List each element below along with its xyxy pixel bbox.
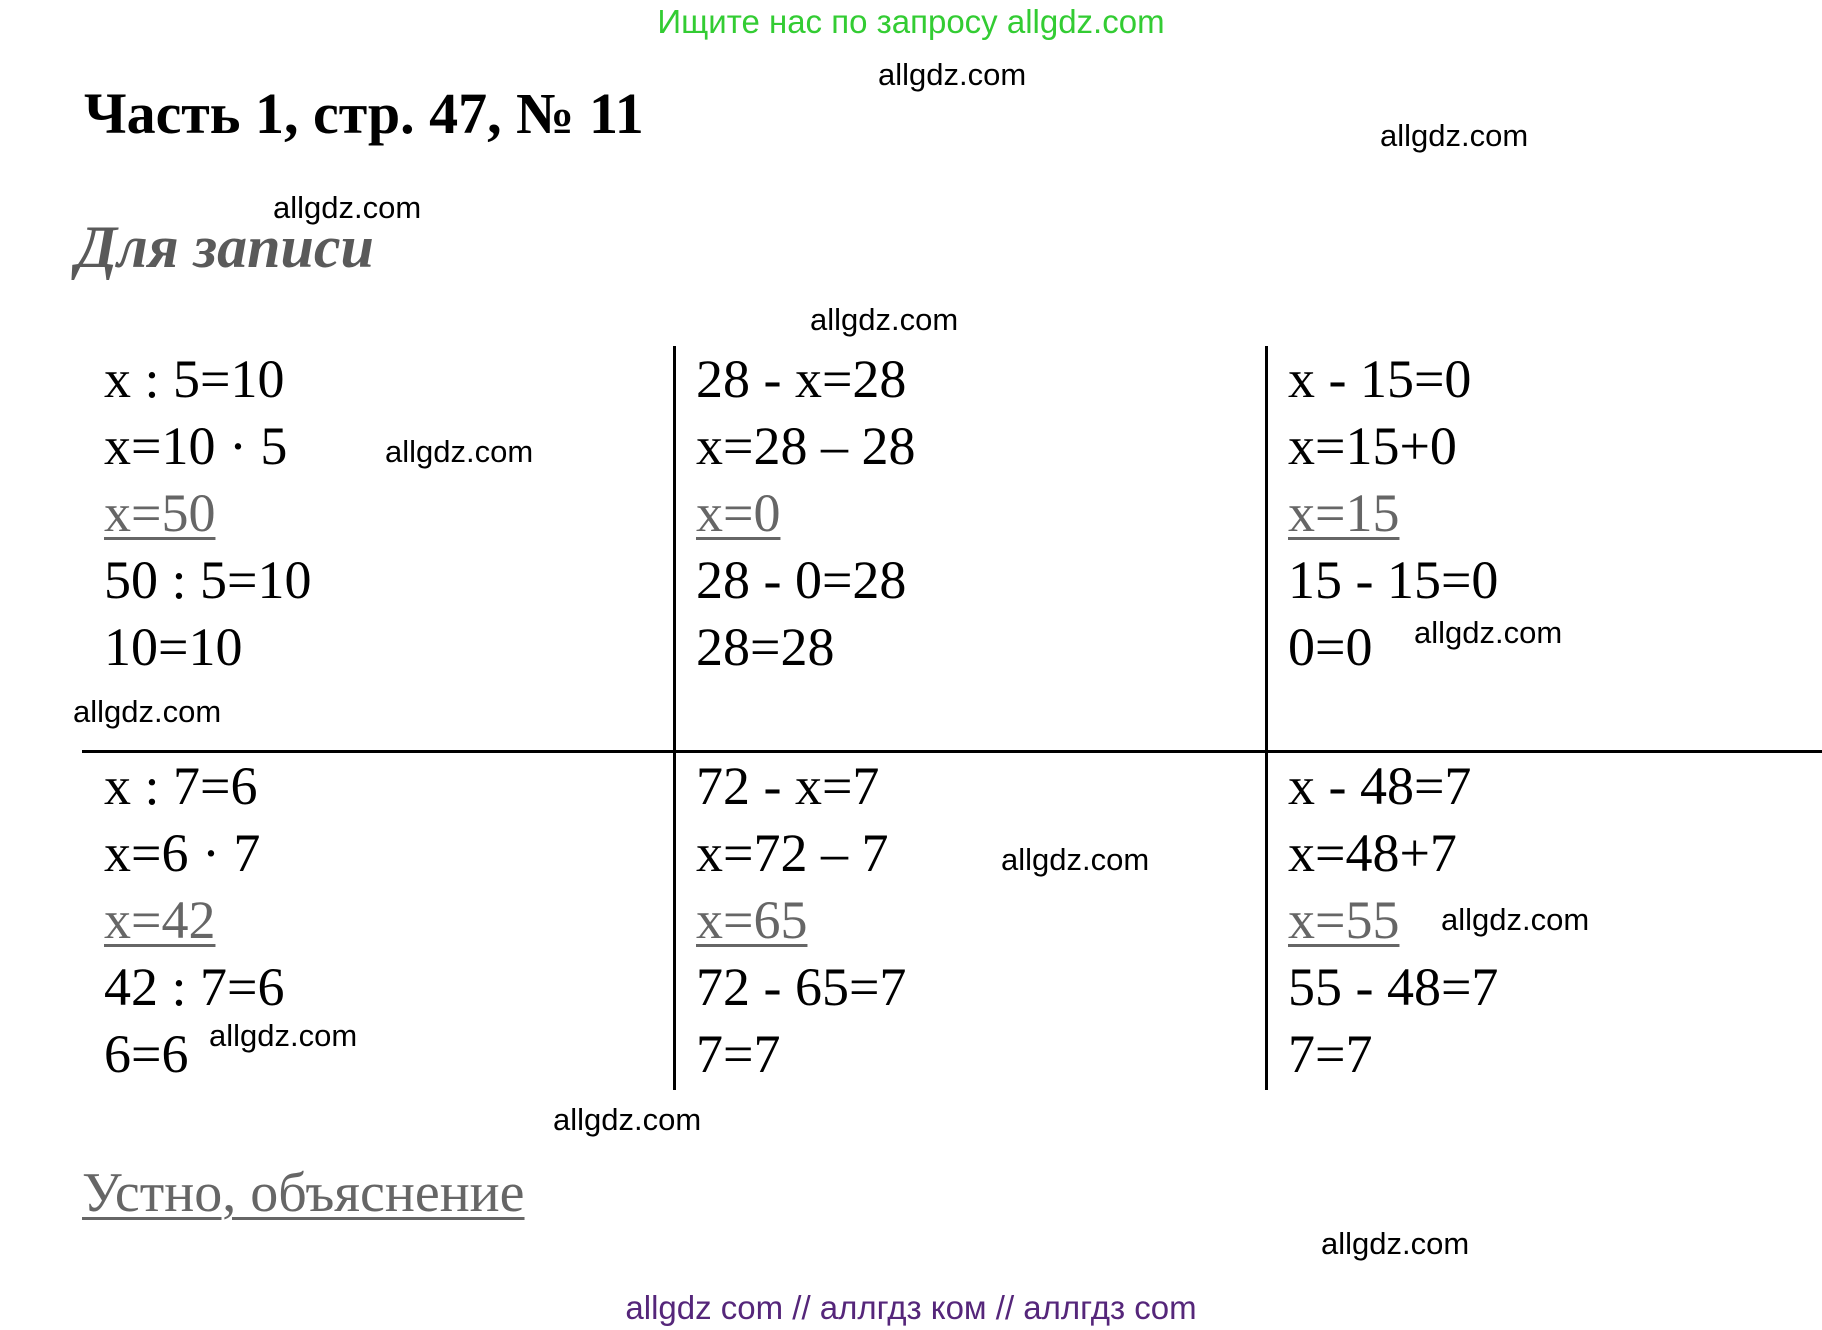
watermark: allgdz.com: [553, 1102, 702, 1137]
watermark: allgdz.com: [1001, 842, 1150, 877]
check-line: 55 - 48=7: [1288, 957, 1499, 1017]
check-result-line: 10=10: [104, 617, 243, 677]
check-result-line: 7=7: [1288, 1024, 1373, 1084]
answer-text: x=42: [104, 890, 216, 950]
oral-explanation-heading: Устно, объяснение: [82, 1162, 525, 1224]
equation-line: x=6 · 7: [104, 823, 261, 883]
grid-horizontal-divider: [82, 750, 1822, 753]
watermark: allgdz.com: [1321, 1226, 1470, 1261]
check-line: 72 - 65=7: [696, 957, 907, 1017]
watermark: allgdz.com: [1380, 118, 1529, 153]
answer-line: [696, 480, 915, 547]
watermark: allgdz.com: [1414, 615, 1563, 650]
answer-line: [696, 887, 906, 954]
answer-line: [104, 480, 311, 547]
answer-text: x=55: [1288, 890, 1400, 950]
bottom-watermark-banner: allgdz com // аллгдз ком // аллгдз com: [625, 1289, 1197, 1326]
watermark: allgdz.com: [73, 694, 222, 729]
equation-line: x : 5=10: [104, 349, 285, 409]
check-line: 50 : 5=10: [104, 550, 312, 610]
equation-line: x=48+7: [1288, 823, 1457, 883]
answer-text: x=50: [104, 483, 216, 543]
equation-cell-1: [104, 346, 311, 681]
watermark: allgdz.com: [209, 1018, 358, 1053]
equation-line: 72 - x=7: [696, 756, 880, 816]
check-result-line: 0=0: [1288, 617, 1373, 677]
check-result-line: 28=28: [696, 617, 835, 677]
check-result-line: 6=6: [104, 1024, 189, 1084]
check-line: 28 - 0=28: [696, 550, 907, 610]
equation-line: x=72 – 7: [696, 823, 889, 883]
grid-vertical-divider-1: [673, 346, 676, 1090]
watermark: allgdz.com: [273, 190, 422, 225]
equation-line: 28 - x=28: [696, 349, 907, 409]
answer-text: x=15: [1288, 483, 1400, 543]
watermark: allgdz.com: [810, 302, 959, 337]
equation-line: x : 7=6: [104, 756, 258, 816]
watermark: allgdz.com: [1441, 902, 1590, 937]
watermark: allgdz.com: [385, 434, 534, 469]
check-result-line: 7=7: [696, 1024, 781, 1084]
answer-line: [104, 887, 284, 954]
answer-text: x=65: [696, 890, 808, 950]
watermark: allgdz.com: [878, 57, 1027, 92]
check-line: 15 - 15=0: [1288, 550, 1499, 610]
equation-line: x - 48=7: [1288, 756, 1472, 816]
equation-line: x=10 · 5: [104, 416, 288, 476]
equation-line: x=28 – 28: [696, 416, 916, 476]
answer-line: [1288, 480, 1498, 547]
search-banner: Ищите нас по запросу allgdz.com: [657, 3, 1165, 40]
equation-line: x - 15=0: [1288, 349, 1472, 409]
section-subtitle: Для записи: [76, 214, 374, 280]
equation-cell-2: [696, 346, 915, 681]
grid-vertical-divider-2: [1265, 346, 1268, 1090]
page-title: Часть 1, стр. 47, № 11: [84, 81, 644, 146]
check-line: 42 : 7=6: [104, 957, 285, 1017]
equation-line: x=15+0: [1288, 416, 1457, 476]
answer-text: x=0: [696, 483, 781, 543]
equation-cell-5: [696, 753, 906, 1088]
